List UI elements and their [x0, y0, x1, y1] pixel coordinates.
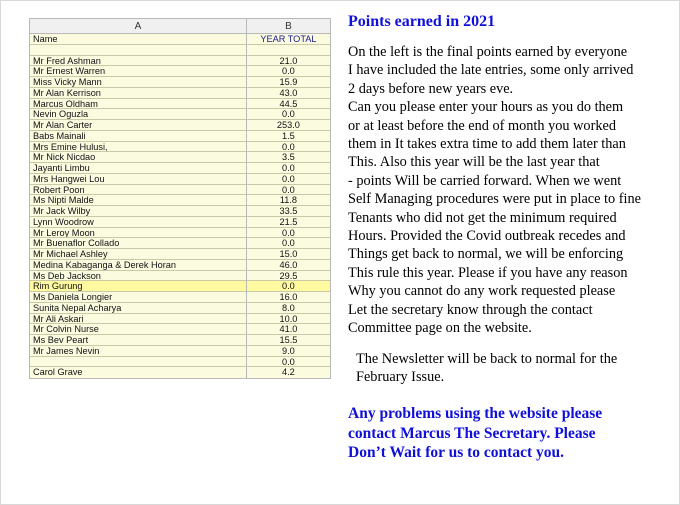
contact-notice: [348, 404, 668, 463]
total-column: [247, 34, 330, 378]
table-row-total: 21.5: [247, 217, 330, 228]
table-row-name: Mr Jack Wilby: [30, 206, 246, 217]
body-line: On the left is the final points earned by everyone: [348, 44, 628, 60]
table-row-total: 43.0: [247, 88, 330, 99]
table-row-total: 29.5: [247, 271, 330, 282]
table-row-name: Ms Deb Jackson: [30, 271, 246, 282]
table-row-name: Mr Buenaflor Collado: [30, 238, 246, 249]
contact-line: Any problems using the website please: [348, 405, 603, 423]
table-row-total: 0.0: [247, 142, 330, 153]
table-row-total: 44.5: [247, 99, 330, 110]
article: [348, 13, 668, 463]
newsletter-line: February Issue.: [356, 368, 445, 385]
contact-line: contact Marcus The Secretary. Please: [348, 424, 596, 442]
table-row-name: Ms Daniela Longier: [30, 292, 246, 303]
body-line: 2 days before new years eve.: [348, 80, 514, 97]
table-row-total: 4.2: [282, 367, 295, 378]
table-row-name: Babs Mainali: [30, 131, 246, 142]
newsletter-line: The Newsletter will be back to normal for the: [356, 350, 618, 367]
table-row-name: Mr Leroy Moon: [30, 228, 246, 239]
table-row-total: 0.0: [247, 109, 330, 120]
body-line: Self Managing procedures were put in place to fine: [348, 191, 641, 208]
table-row-total: 10.0: [247, 314, 330, 325]
article-title: Points earned in 2021: [348, 13, 496, 30]
table-row-name: Mrs Emine Hulusi,: [30, 142, 246, 153]
table-row-name: Mr Alan Kerrison: [30, 88, 246, 99]
body-line: them in It takes extra time to add them later than: [348, 136, 626, 153]
table-row-name: Mr Ali Askari: [30, 314, 246, 325]
table-row-name: Rim Gurung: [30, 281, 246, 292]
table-row-total: 16.0: [247, 292, 330, 303]
table-row-name: Sunita Nepal Acharya: [30, 303, 246, 314]
table-row-total: 1.5: [247, 131, 330, 142]
table-row-total: 0.0: [247, 66, 330, 77]
table-row-name: Robert Poon: [30, 185, 246, 196]
table-row-name: Mr James Nevin: [30, 346, 246, 357]
table-row-total: 15.5: [247, 335, 330, 346]
body-line: Can you please enter your hours as you do them: [348, 99, 624, 116]
table-row-name: Mr Ernest Warren: [30, 66, 246, 77]
body-line: Hours. Provided the Covid outbreak recedes and: [348, 228, 626, 245]
table-row-name: Mr Michael Ashley: [30, 249, 246, 260]
table-row-name: Marcus Oldham: [30, 99, 246, 110]
table-row-name: Nevin Oguzla: [30, 109, 246, 120]
table-row-name: Mr Alan Carter: [30, 120, 246, 131]
body-line: Let the secretary know through the contact: [348, 301, 593, 318]
table-row-total: 11.8: [247, 195, 330, 206]
table-row-total: 0.0: [247, 185, 330, 196]
name-header: Name: [30, 34, 246, 45]
body-line: I have included the late entries, some only arrived: [348, 62, 634, 79]
table-row-total: 8.0: [247, 303, 330, 314]
table-row-name: Jayanti Limbu: [30, 163, 246, 174]
column-a-header: A: [30, 19, 247, 33]
article-body: [348, 43, 668, 338]
table-row-name: Mr Colvin Nurse: [30, 324, 246, 335]
table-row-total: 0.0: [247, 281, 330, 292]
table-row-total: 253.0: [247, 120, 330, 131]
contact-line: Don’t Wait for us to contact you.: [348, 444, 564, 462]
body-line: Things get back to normal, we will be enforcing: [348, 246, 624, 263]
table-row-total: 15.9: [247, 77, 330, 88]
table-row-name: Medina Kabaganga & Derek Horan: [30, 260, 246, 271]
blank-cell: [30, 45, 246, 56]
table-row-name: Ms Nipti Malde: [30, 195, 246, 206]
table-row-name: Carol Grave: [33, 367, 83, 378]
body-line: Tenants who did not get the minimum required: [348, 209, 617, 226]
table-row-total: 33.5: [247, 206, 330, 217]
table-row-name: Lynn Woodrow: [30, 217, 246, 228]
table-row-name: Mr Nick Nicdao: [30, 152, 246, 163]
table-row-total: 46.0: [247, 260, 330, 271]
table-row-name: Mr Fred Ashman: [30, 56, 246, 67]
body-line: Why you cannot do any work requested please: [348, 283, 616, 300]
table-row-total: 0.0: [247, 238, 330, 249]
table-row-total: 3.5: [247, 152, 330, 163]
blank-cell: [247, 45, 330, 56]
table-row-total: 9.0: [247, 346, 330, 357]
blank-cell: [30, 357, 246, 368]
table-row-total: 0.0: [247, 228, 330, 239]
table-row-name: Miss Vicky Mann: [30, 77, 246, 88]
body-line: Committee page on the website.: [348, 320, 532, 337]
table-row-total: 41.0: [247, 324, 330, 335]
column-letter-row: [29, 18, 331, 34]
body-line: or at least before the end of month you worked: [348, 117, 616, 134]
body-line: - points Will be carried forward. When we went: [348, 172, 622, 189]
column-b-header: B: [285, 21, 292, 32]
table-row-name: Mrs Hangwei Lou: [30, 174, 246, 185]
table-row-name: Ms Bev Peart: [30, 335, 246, 346]
table-row-total: 15.0: [247, 249, 330, 260]
table-row-total: 0.0: [247, 163, 330, 174]
points-spreadsheet: [29, 18, 331, 379]
body-line: This rule this year. Please if you have any reason: [348, 264, 628, 281]
table-row-total: 21.0: [247, 56, 330, 67]
table-row-total: 0.0: [247, 174, 330, 185]
table-row-total: 0.0: [247, 357, 330, 368]
newsletter-note: [356, 350, 668, 387]
name-column: [30, 34, 247, 378]
year-total-header: YEAR TOTAL: [247, 34, 330, 45]
body-line: This. Also this year will be the last year that: [348, 154, 600, 171]
